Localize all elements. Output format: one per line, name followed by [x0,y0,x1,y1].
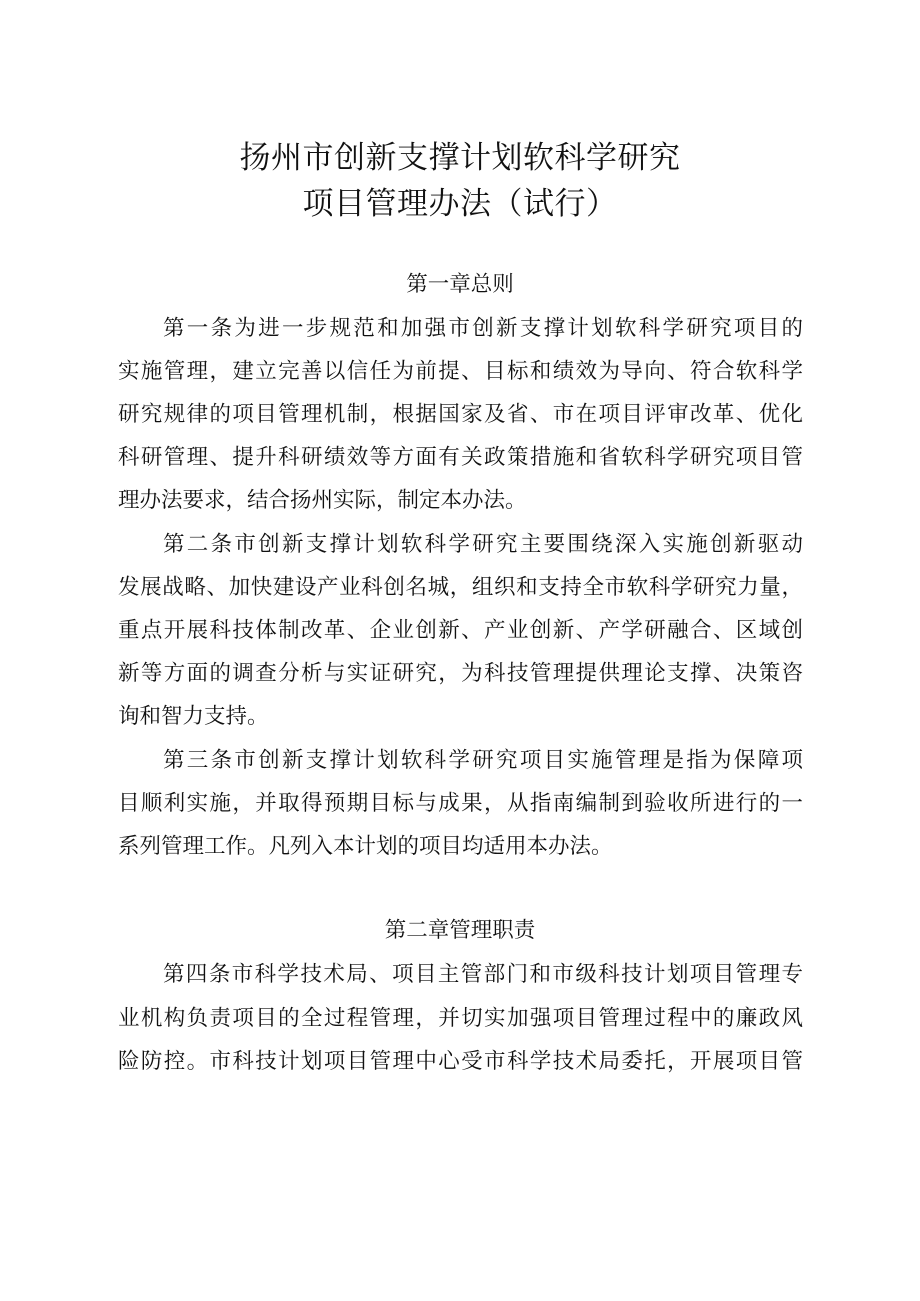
paragraph-line: 发展战略、加快建设产业科创名城，组织和支持全市软科学研究力量， [118,575,803,600]
paragraph-line: 第三条市创新支撑计划软科学研究项目实施管理是指为保障项 [163,748,803,773]
document-title-line-2: 项目管理办法（试行） [302,186,618,222]
paragraph-line: 理办法要求，结合扬州实际，制定本办法。 [118,488,527,513]
paragraph-line: 系列管理工作。凡列入本计划的项目均适用本办法。 [118,834,613,859]
paragraph-line: 第四条市科学技术局、项目主管部门和市级科技计划项目管理专 [163,962,803,987]
paragraph-line: 新等方面的调查分析与实证研究，为科技管理提供理论支撑、决策咨 [118,661,803,686]
paragraph-line: 询和智力支持。 [118,704,269,729]
paragraph-line: 科研管理、提升科研绩效等方面有关政策措施和省软科学研究项目管 [118,445,803,470]
paragraph-line: 重点开展科技体制改革、企业创新、产业创新、产学研融合、区域创 [118,618,803,643]
paragraph-line: 险防控。市科技计划项目管理中心受市科学技术局委托，开展项目管 [118,1049,803,1074]
document-title-line-1: 扬州市创新支撑计划软科学研究 [239,140,681,176]
paragraph-line: 实施管理，建立完善以信任为前提、目标和绩效为导向、符合软科学 [118,359,803,384]
paragraph-line: 第一条为进一步规范和加强市创新支撑计划软科学研究项目的 [163,316,803,341]
paragraph-line: 研究规律的项目管理机制，根据国家及省、市在项目评审改革、优化 [118,402,803,427]
chapter-2-heading: 第二章管理职责 [384,918,536,943]
chapter-1-heading: 第一章总则 [406,272,514,297]
paragraph-line: 目顺利实施，并取得预期目标与成果，从指南编制到验收所进行的一 [118,791,803,816]
paragraph-line: 业机构负责项目的全过程管理，并切实加强项目管理过程中的廉政风 [118,1006,803,1031]
paragraph-line: 第二条市创新支撑计划软科学研究主要围绕深入实施创新驱动 [163,532,803,557]
